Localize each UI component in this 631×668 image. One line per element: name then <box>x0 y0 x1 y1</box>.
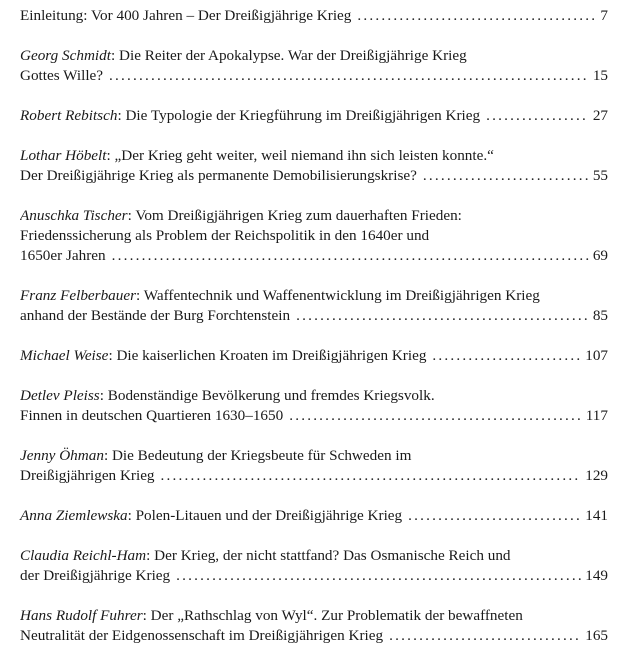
toc-entry-text <box>20 246 106 266</box>
toc-entry-title: Dreißigjährigen Krieg <box>20 467 155 484</box>
dot-leader <box>357 6 594 26</box>
toc-entry-last-line <box>20 626 608 646</box>
toc-entry-last-line <box>20 106 608 126</box>
toc-entry-page-number[interactable]: 149 <box>585 567 608 584</box>
toc-entry[interactable] <box>20 146 608 186</box>
toc-entry-text <box>20 506 402 526</box>
toc-entry-text <box>20 406 283 426</box>
toc-entry-title: anhand der Bestände der Burg Forchtenstein <box>20 307 291 324</box>
toc-entry[interactable] <box>20 546 608 586</box>
toc-entry-title: : Die Typologie der Kriegführung im Dreißigjährigen Krieg <box>117 107 481 124</box>
toc-entry-title: : Die Reiter der Apokalypse. War der Dreißigjährige Krieg <box>110 47 467 64</box>
toc-entry-last-line <box>20 346 608 366</box>
toc-entry[interactable] <box>20 446 608 486</box>
toc-entry-title: : Die Bedeutung der Kriegsbeute für Schweden im <box>103 447 412 464</box>
toc-entry-text <box>20 147 494 164</box>
toc-entry-text <box>20 466 155 486</box>
toc-entry-last-line <box>20 166 608 186</box>
toc-entry-title: : Der Krieg, der nicht stattfand? Das Osmanische Reich und <box>146 547 511 564</box>
toc-entry[interactable] <box>20 206 608 266</box>
toc-entry-title: Der Dreißigjährige Krieg als permanente Demobilisierungskrise? <box>20 167 417 184</box>
toc-entry-text <box>20 306 290 326</box>
toc-entry-text <box>20 547 511 564</box>
entry-spacer <box>20 586 608 606</box>
toc-entry-text <box>20 607 523 624</box>
toc-entry-last-line <box>20 506 608 526</box>
toc-entry-page-number[interactable]: 165 <box>585 627 608 644</box>
toc-entry-text <box>20 166 417 186</box>
toc-entry-last-line <box>20 6 608 26</box>
toc-entry-last-line <box>20 66 608 86</box>
toc-entry-text <box>20 566 170 586</box>
toc-entry-title: 1650er Jahren <box>20 247 106 264</box>
entry-spacer <box>20 86 608 106</box>
toc-entry-title: : Bodenständige Bevölkerung und fremdes Kriegsvolk. <box>99 387 435 404</box>
toc-entry-line <box>20 206 608 226</box>
dot-leader <box>296 306 589 326</box>
toc-entry-title: : Vom Dreißigjährigen Krieg zum dauerhaften Frieden: <box>127 207 462 224</box>
toc-entry[interactable] <box>20 106 608 126</box>
entry-spacer <box>20 186 608 206</box>
toc-entry-page-number[interactable]: 107 <box>585 347 608 364</box>
toc-entry-text <box>20 207 462 224</box>
toc-entry-title: : Waffentechnik und Waffenentwicklung im Dreißigjährigen Krieg <box>136 287 540 304</box>
toc-entry-line <box>20 46 608 66</box>
toc-entry-title: Gottes Wille? <box>20 67 104 84</box>
toc-entry-page-number[interactable]: 141 <box>585 507 608 524</box>
toc-entry-author: Jenny Öhman <box>20 447 104 464</box>
toc-entry-author: Anna Ziemlewska <box>20 507 128 524</box>
toc-entry[interactable] <box>20 386 608 426</box>
toc-entry-title: Neutralität der Eidgenossenschaft im Dreißigjährigen Krieg <box>20 627 384 644</box>
entry-spacer <box>20 266 608 286</box>
table-of-contents <box>20 6 608 646</box>
toc-entry-page-number[interactable]: 85 <box>592 307 608 324</box>
toc-entry-line <box>20 606 608 626</box>
toc-entry-author: Georg Schmidt <box>20 47 111 64</box>
toc-entry-text <box>20 447 411 464</box>
toc-entry-author: Michael Weise <box>20 347 109 364</box>
toc-entry-title: Friedenssicherung als Problem der Reichspolitik in den 1640er und <box>20 227 430 244</box>
entry-spacer <box>20 526 608 546</box>
dot-leader <box>161 466 582 486</box>
toc-entry-author: Robert Rebitsch <box>20 107 118 124</box>
entry-spacer <box>20 126 608 146</box>
toc-entry-page-number[interactable]: 55 <box>592 167 608 184</box>
toc-entry-last-line <box>20 406 608 426</box>
toc-entry-title: : Polen-Litauen und der Dreißigjährige Krieg <box>127 507 403 524</box>
toc-entry-page-number[interactable]: 27 <box>592 107 608 124</box>
toc-entry-author: Lothar Höbelt <box>20 147 107 164</box>
toc-entry-last-line <box>20 466 608 486</box>
toc-entry[interactable] <box>20 286 608 326</box>
toc-entry-text <box>20 66 103 86</box>
toc-entry-author: Claudia Reichl-Ham <box>20 547 147 564</box>
toc-entry-text <box>20 6 351 26</box>
toc-entry-author: Anuschka Tischer <box>20 207 128 224</box>
toc-entry-last-line <box>20 566 608 586</box>
toc-entry-line <box>20 226 608 246</box>
toc-entry-text <box>20 346 426 366</box>
toc-entry[interactable] <box>20 46 608 86</box>
entry-spacer <box>20 426 608 446</box>
toc-entry[interactable] <box>20 606 608 646</box>
toc-entry-author: Franz Felberbauer <box>20 287 136 304</box>
toc-entry-last-line <box>20 246 608 266</box>
toc-entry-text <box>20 626 383 646</box>
toc-entry-page-number[interactable]: 129 <box>585 467 608 484</box>
dot-leader <box>486 106 589 126</box>
toc-entry-author: Hans Rudolf Fuhrer <box>20 607 143 624</box>
toc-entry-line <box>20 386 608 406</box>
toc-entry-line <box>20 146 608 166</box>
toc-entry-page-number[interactable]: 7 <box>600 7 608 24</box>
toc-entry[interactable] <box>20 6 608 26</box>
entry-spacer <box>20 326 608 346</box>
toc-entry-title: der Dreißigjährige Krieg <box>20 567 171 584</box>
toc-entry-text <box>20 106 480 126</box>
toc-entry-text <box>20 227 429 244</box>
dot-leader <box>423 166 589 186</box>
toc-entry-page-number[interactable]: 117 <box>585 407 608 424</box>
dot-leader <box>432 346 581 366</box>
dot-leader <box>408 506 581 526</box>
toc-entry-title: Finnen in deutschen Quartieren 1630–1650 <box>20 407 284 424</box>
dot-leader <box>112 246 589 266</box>
toc-entry-page-number[interactable]: 69 <box>592 247 608 264</box>
dot-leader <box>389 626 581 646</box>
dot-leader <box>289 406 582 426</box>
entry-spacer <box>20 26 608 46</box>
toc-entry-text <box>20 287 540 304</box>
toc-entry-title: : Die kaiserlichen Kroaten im Dreißigjährigen Krieg <box>108 347 427 364</box>
dot-leader <box>176 566 581 586</box>
toc-entry-line <box>20 286 608 306</box>
toc-entry[interactable] <box>20 506 608 526</box>
toc-entry-line <box>20 446 608 466</box>
toc-entry-page-number[interactable]: 15 <box>592 67 608 84</box>
toc-entry-title: : „Der Krieg geht weiter, weil niemand ihn sich leisten konnte.“ <box>106 147 494 164</box>
toc-entry-title: Einleitung: Vor 400 Jahren – Der Dreißigjährige Krieg <box>20 7 352 24</box>
entry-spacer <box>20 486 608 506</box>
toc-entry-last-line <box>20 306 608 326</box>
toc-entry-text <box>20 387 435 404</box>
toc-entry-title: : Der „Rathschlag von Wyl“. Zur Problematik der bewaffneten <box>142 607 523 624</box>
toc-entry-author: Detlev Pleiss <box>20 387 100 404</box>
toc-entry-text <box>20 47 467 64</box>
toc-entry[interactable] <box>20 346 608 366</box>
toc-entry-line <box>20 546 608 566</box>
dot-leader <box>109 66 589 86</box>
entry-spacer <box>20 366 608 386</box>
